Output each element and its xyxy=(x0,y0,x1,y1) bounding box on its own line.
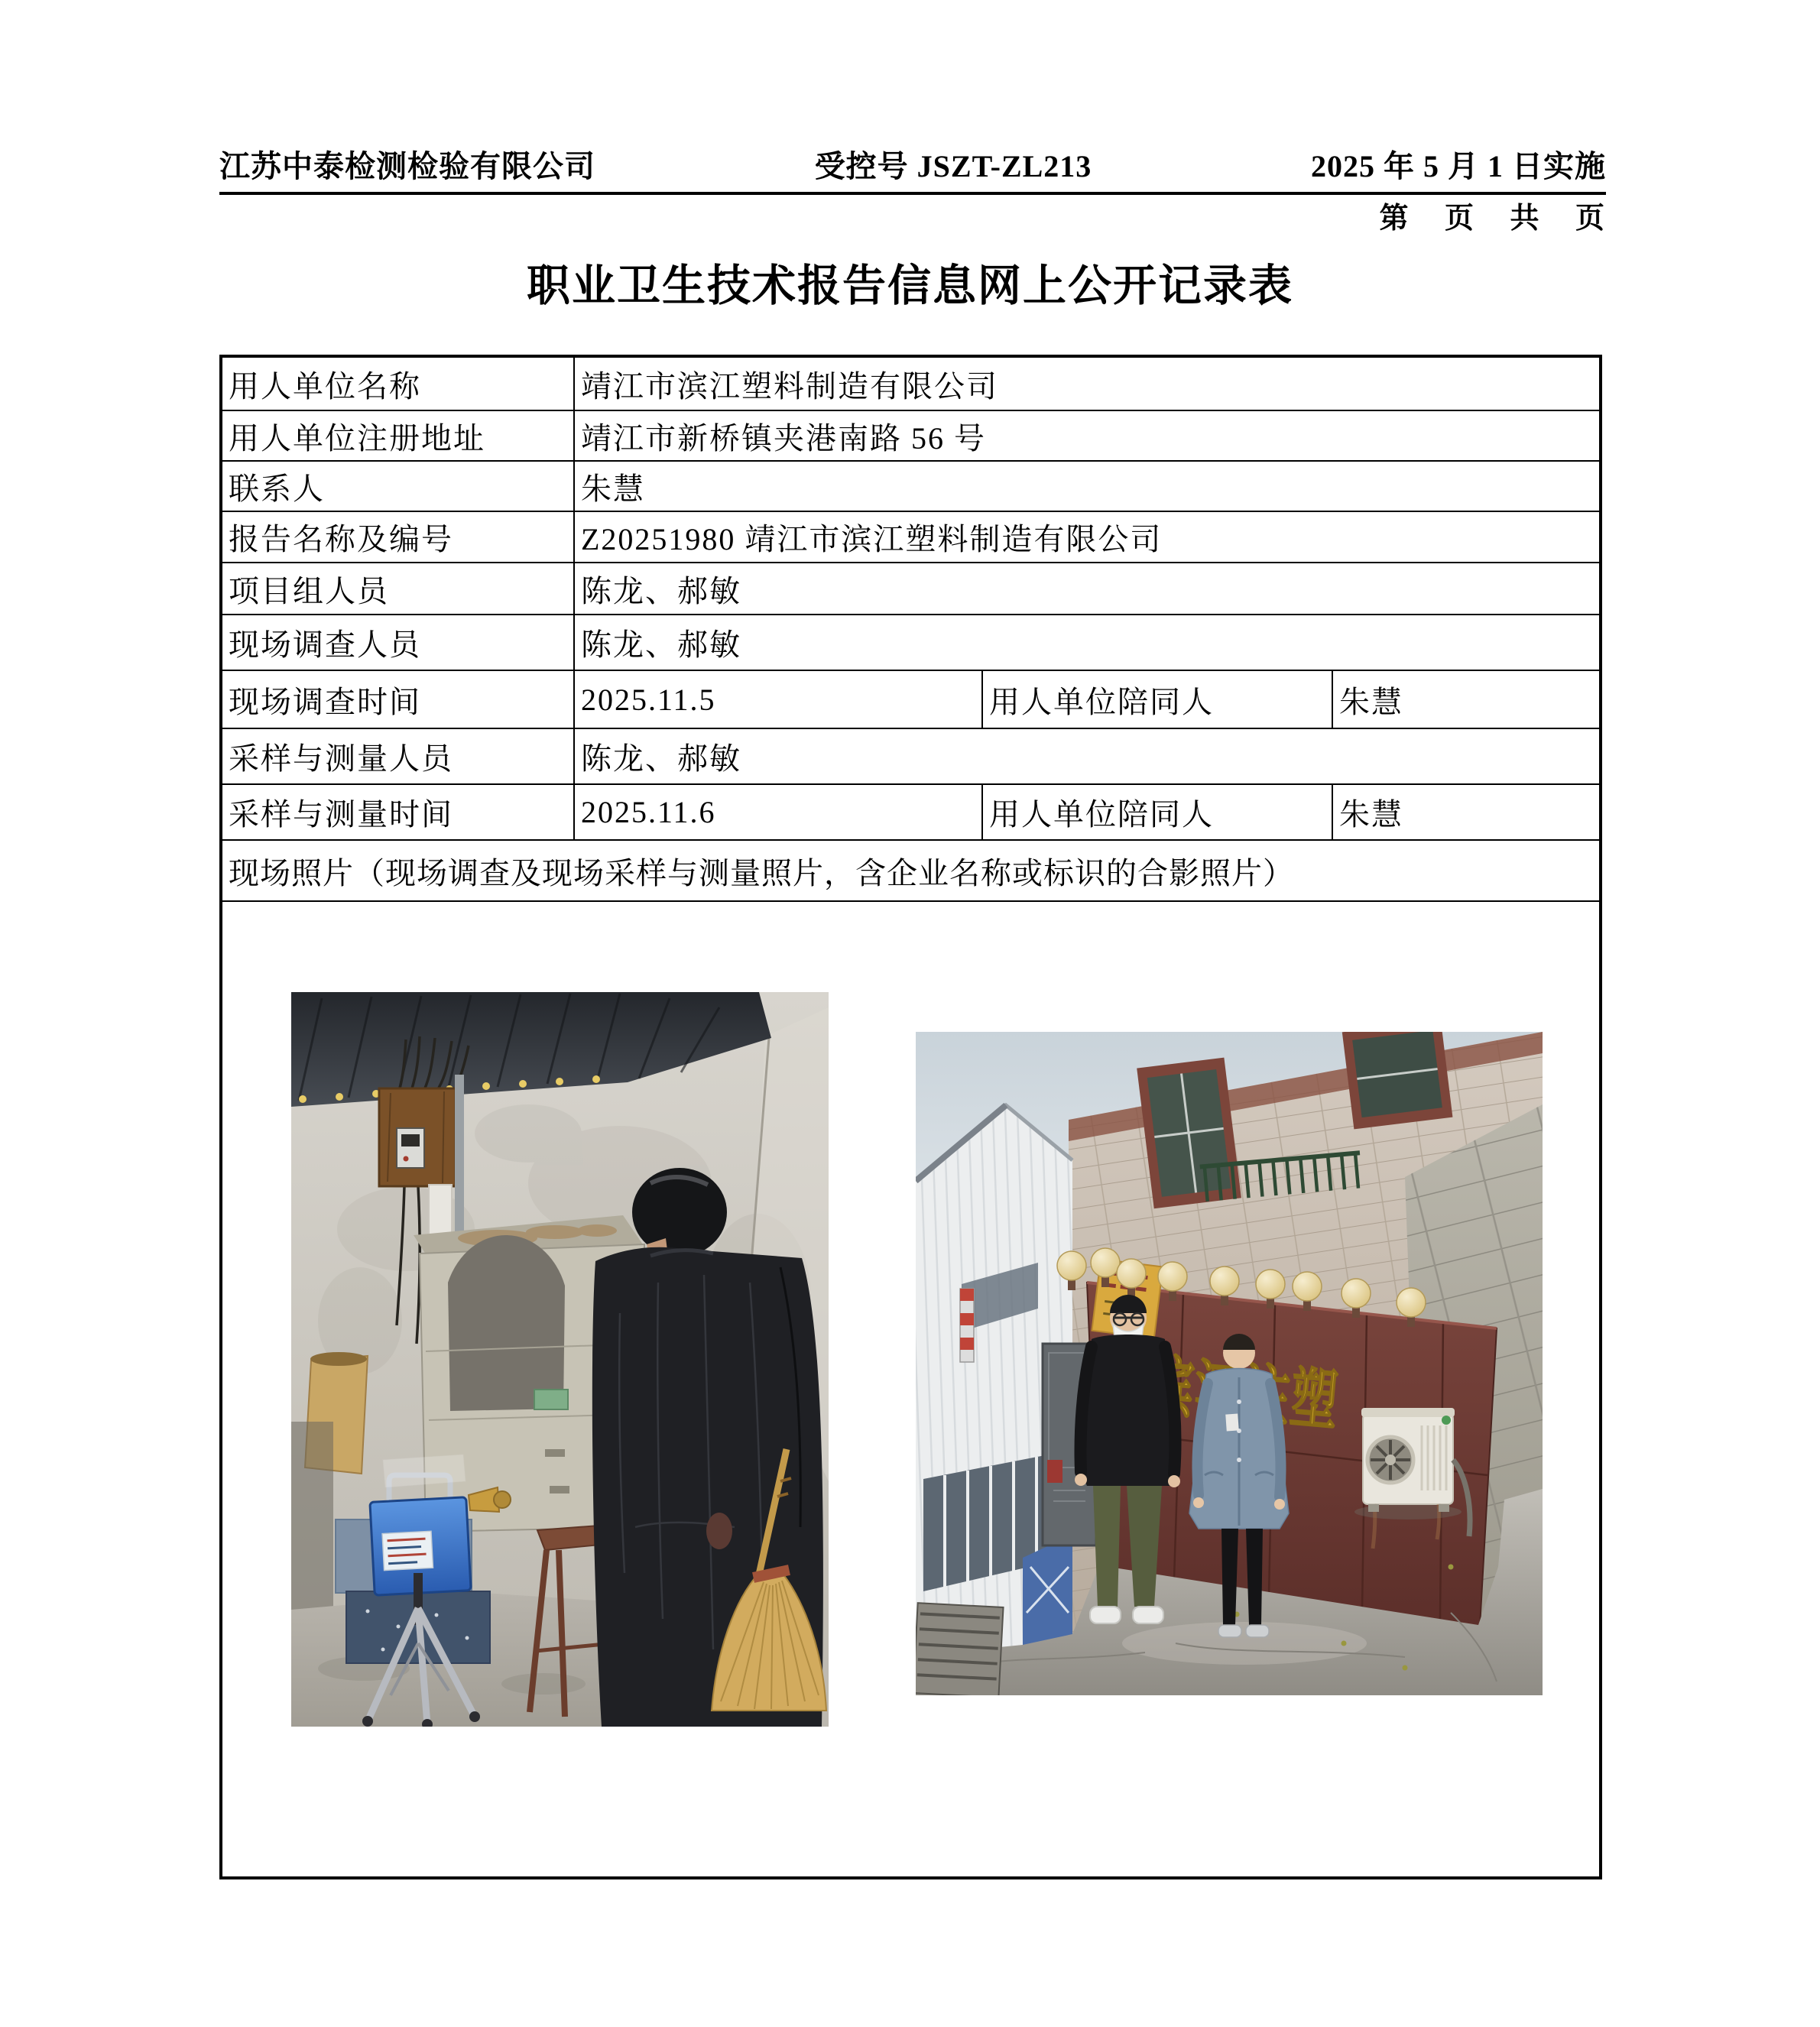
site-survey-illustration xyxy=(291,992,829,1727)
photo-group-with-sign xyxy=(916,1032,1543,1695)
value-cell: 靖江市滨江塑料制造有限公司 xyxy=(574,356,1601,410)
sign-text: 滨江注塑 xyxy=(1143,1349,1419,1446)
photo-area xyxy=(221,901,1601,1878)
label-cell: 报告名称及编号 xyxy=(221,511,574,563)
value-cell: 朱慧 xyxy=(574,461,1601,511)
photo-site-survey xyxy=(291,992,829,1727)
row-project-team xyxy=(221,563,1601,615)
value-cell-accompany: 朱慧 xyxy=(1332,670,1601,728)
label-cell: 项目组人员 xyxy=(221,563,574,615)
striped-pole xyxy=(960,1289,974,1362)
header-implementation-date: 2025 年 5 月 1 日实施 xyxy=(1311,149,1606,183)
value-cell: 陈龙、郝敏 xyxy=(574,728,1601,784)
row-contact-person xyxy=(221,461,1601,511)
document-header xyxy=(219,142,1606,195)
value-cell: 2025.11.6 xyxy=(574,784,982,840)
photo-section-caption: 现场照片（现场调查及现场采样与测量照片，含企业名称或标识的合影照片） xyxy=(221,840,1601,901)
label-cell: 现场调查时间 xyxy=(221,670,574,728)
window-upper-left xyxy=(1137,1058,1241,1209)
value-cell: 靖江市新桥镇夹港南路 56 号 xyxy=(574,410,1601,461)
row-registered-address xyxy=(221,410,1601,461)
value-cell-accompany: 朱慧 xyxy=(1332,784,1601,840)
value-cell: 2025.11.5 xyxy=(574,670,982,728)
drain-grate xyxy=(916,1603,1004,1695)
record-table xyxy=(219,355,1602,1879)
row-photo-caption xyxy=(221,840,1601,901)
value-cell: 陈龙、郝敏 xyxy=(574,615,1601,670)
document-title: 职业卫生技术报告信息网上公开记录表 xyxy=(527,261,1293,310)
group-photo-illustration xyxy=(916,1032,1543,1695)
row-photos xyxy=(221,901,1601,1878)
value-cell: Z20251980 靖江市滨江塑料制造有限公司 xyxy=(574,511,1601,563)
row-report-name-number xyxy=(221,511,1601,563)
row-survey-date xyxy=(221,670,1601,728)
page-number-line: 第 页 共 页 xyxy=(1379,203,1606,235)
value-cell: 陈龙、郝敏 xyxy=(574,563,1601,615)
label-cell: 采样与测量人员 xyxy=(221,728,574,784)
label-cell: 用人单位注册地址 xyxy=(221,410,574,461)
label-cell: 用人单位名称 xyxy=(221,356,574,410)
row-employer-name xyxy=(221,356,1601,410)
row-survey-personnel xyxy=(221,615,1601,670)
header-control-number: 受控号 JSZT-ZL213 xyxy=(814,149,1092,183)
row-sampling-personnel xyxy=(221,728,1601,784)
row-sampling-date xyxy=(221,784,1601,840)
label-cell-accompany: 用人单位陪同人 xyxy=(982,784,1332,840)
header-company: 江苏中泰检测检验有限公司 xyxy=(219,149,595,183)
window-upper-right xyxy=(1342,1032,1453,1129)
label-cell: 采样与测量时间 xyxy=(221,784,574,840)
label-cell: 联系人 xyxy=(221,461,574,511)
label-cell: 现场调查人员 xyxy=(221,615,574,670)
label-cell-accompany: 用人单位陪同人 xyxy=(982,670,1332,728)
